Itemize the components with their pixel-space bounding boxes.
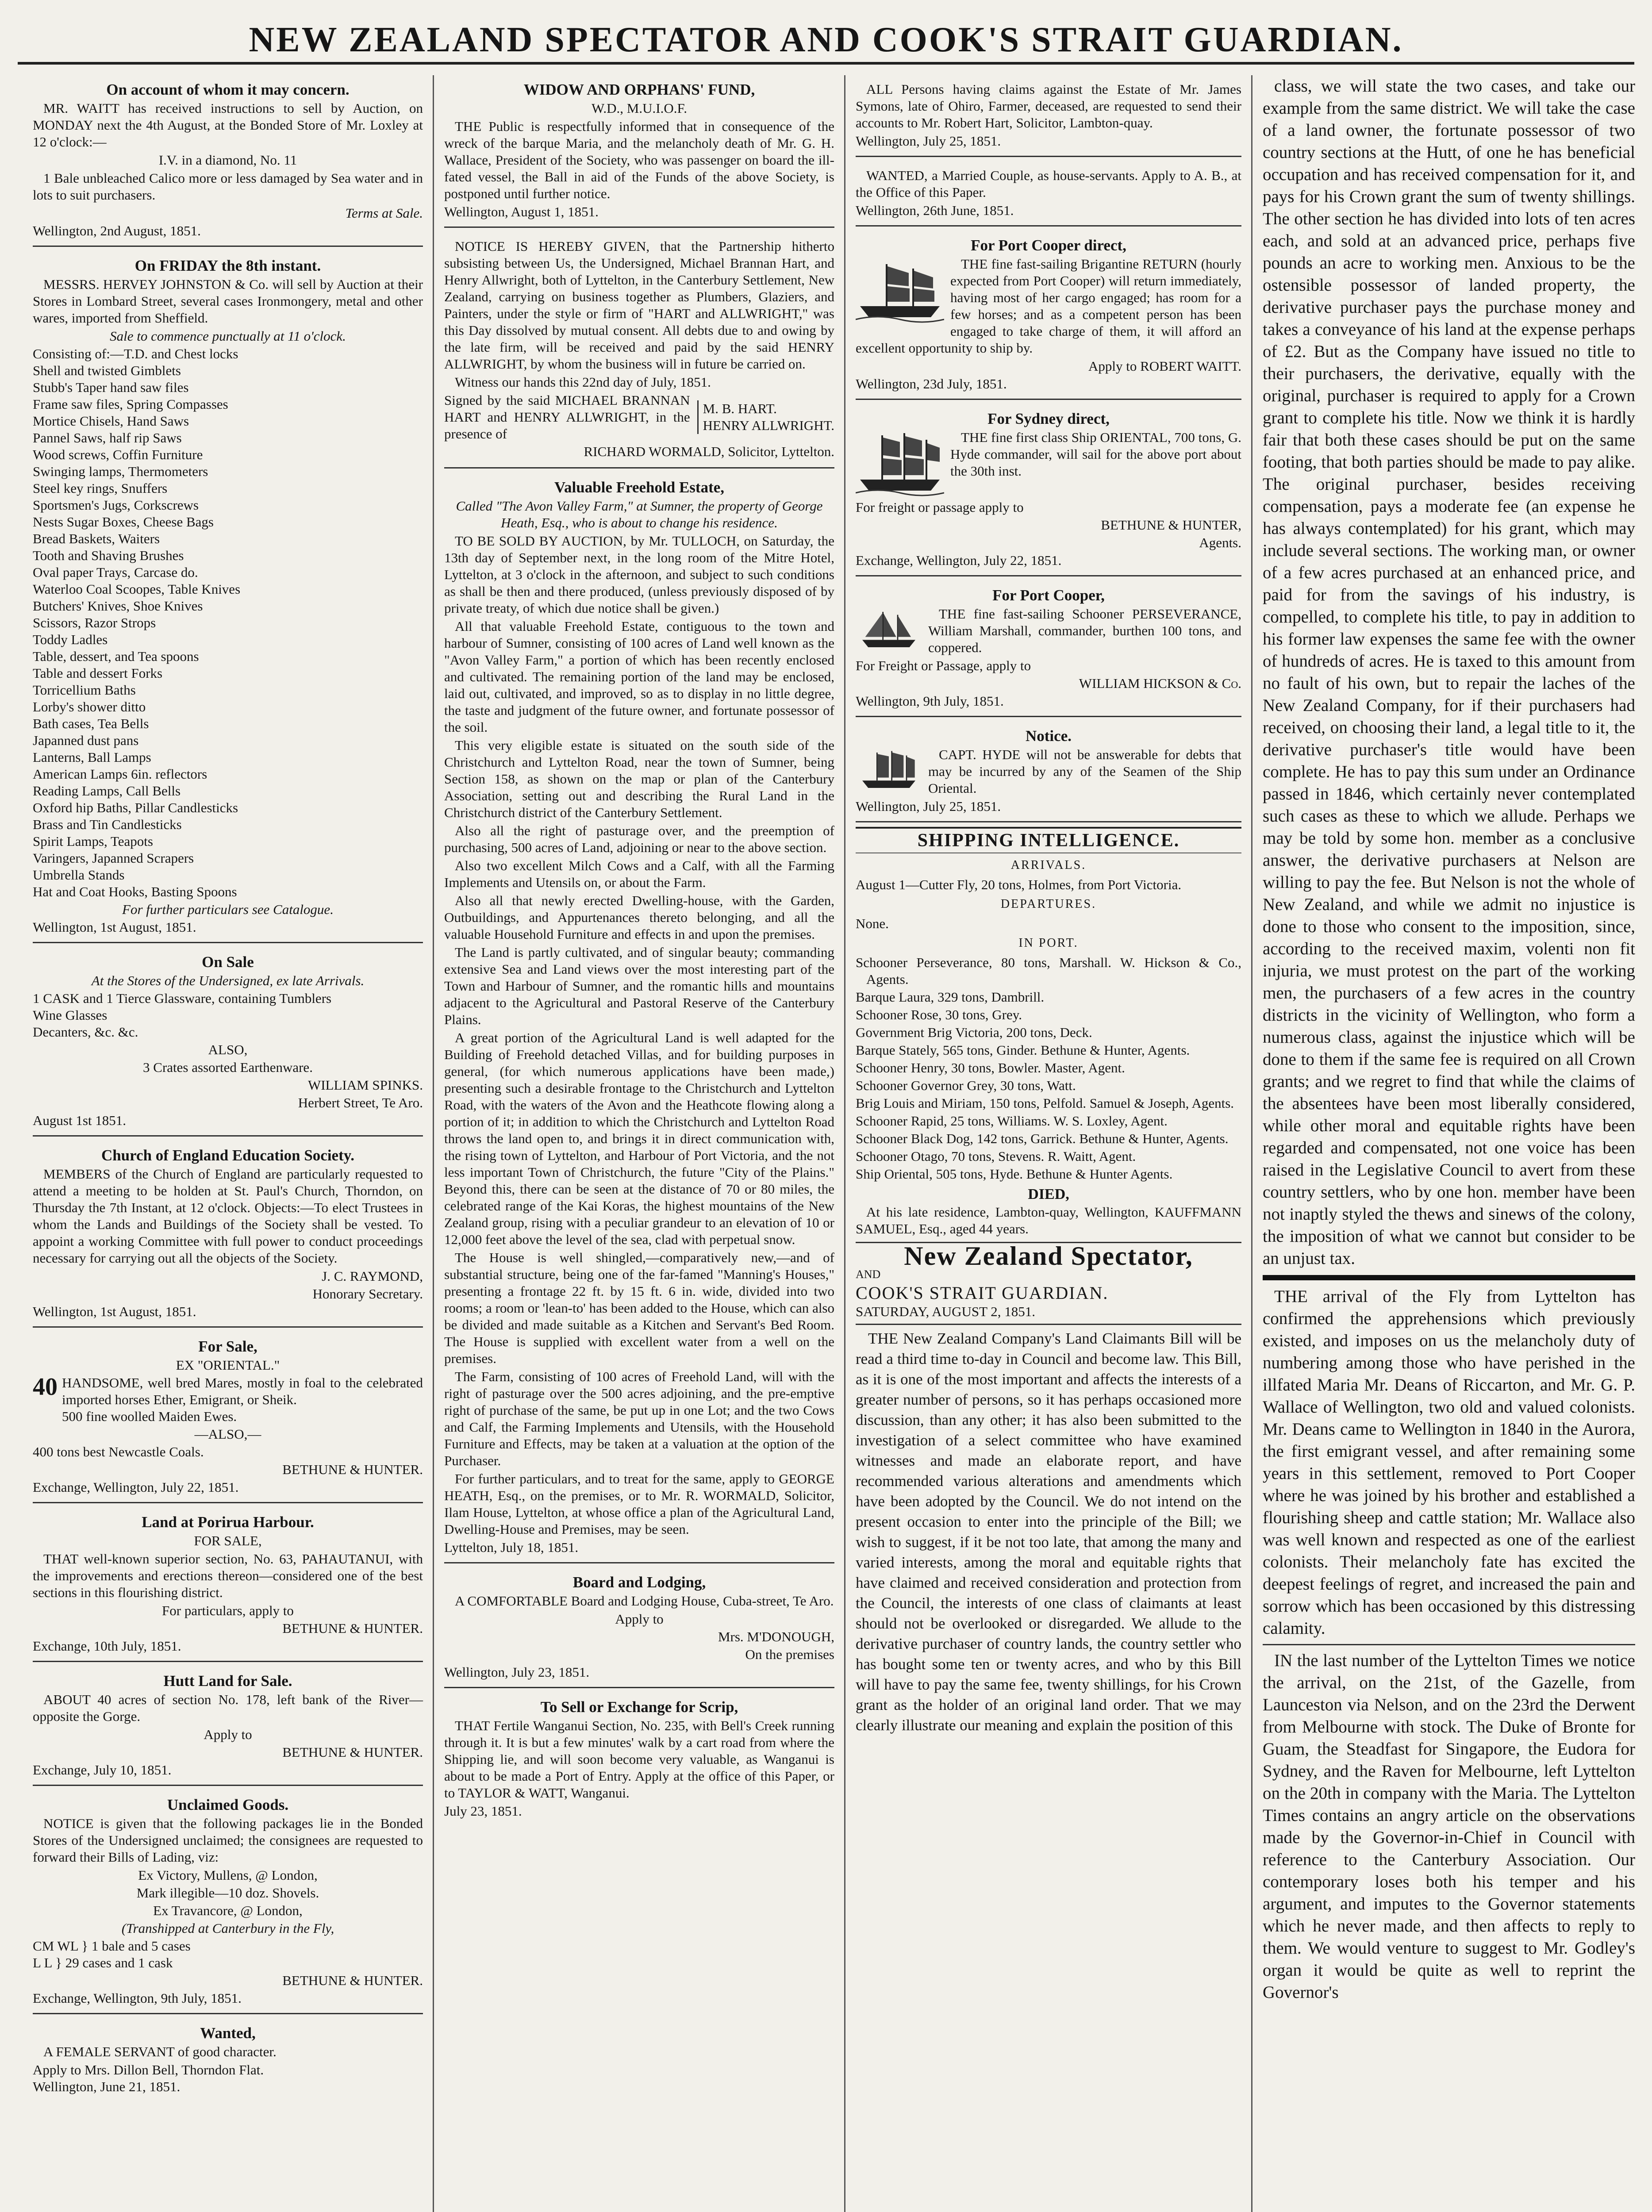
ad-body: THAT Fertile Wanganui Section, No. 235, with Bell's Creek running through it. It is but a few minutes' walk by a cart road from where the Shipping lie, and will soon become very valuable, as Wanganui is about to be made a Port of Entry. Apply at the office of this Paper, or to TAYLOR & WATT, Wanganui. xyxy=(444,1718,834,1801)
column-rule xyxy=(1251,75,1252,2212)
ad-paragraph: A great portion of the Agricultural Land is well adapted for the Building of Freehold detached Villas, and for building purposes in general, (for which numerous applications have been made,) presenting such a desirable frontage to the Christchurch and Lyttelton Road, with the waters of the Avon and the Heathcote flowing along a portion of it; in addition to which the Christchurch and Lyttelton Road throws the land open to, and brings it in direct communication with, the rising town of Lyttelton, and Harbour of Port Victoria, and the not less important Town of Christchurch, the future "City of the Plains." Beyond this, there can be seen at the distance of 70 or 80 miles, the celebrated range of the Kai Koras, the highest mountains of the New Zealand group, rising with a peculiar grandeur to an elevation of 10 or 12,000 feet above the level of the sea, clad with perpetual snow. xyxy=(444,1030,834,1247)
ad-signatures: M. B. HART. HENRY ALLWRIGHT. xyxy=(697,400,834,434)
ad-date: Exchange, Wellington, July 22, 1851. xyxy=(33,1479,239,1495)
ad-signature: J. C. RAYMOND, xyxy=(322,1268,423,1284)
ad-line: CM WL } 1 bale and 5 cases xyxy=(33,1938,191,1954)
sale-notice-mares xyxy=(33,1332,423,1503)
wanted-couple-notice xyxy=(856,161,1241,227)
editorial-paragraph: THE arrival of the Fly from Lyttelton has confirmed the apprehensions which previously existed, and imposes on us the melancholy duty of numbering among those who have perished in the illfated Maria Mr. Deans of Riccarton, and Mr. G. P. Wallace of Wellington, two old and valued colonists. Mr. Deans came to Wellington in 1840 in the Aurora, the first emigrant vessel, and after remaining some years in this settlement, removed to Port Cooper where he was joined by his brother and established a flourishing sheep and cattle station; Mr. Wallace also was well known and respected as one of the earliest colonists. Their melancholy fate has excited the deepest feelings of regret, and increased the pain and sorrow which has been occasioned by this distressing calamity. xyxy=(1263,1287,1635,1638)
column-1 xyxy=(27,75,429,2212)
ad-body: MESSRS. HERVEY JOHNSTON & Co. will sell by Auction at their Stores in Lombard Street, several cases Ironmongery, metal and other wares, imported from Sheffield. xyxy=(33,276,423,326)
ad-date: Exchange, 10th July, 1851. xyxy=(33,1638,181,1654)
column-rule xyxy=(433,75,434,2212)
ad-date: Exchange, Wellington, July 22, 1851. xyxy=(856,553,1062,568)
ad-body: MR. WAITT has received instructions to sell by Auction, on MONDAY next the 4th August, at the Bonded Store of Mr. Loxley at 12 o'clock:— xyxy=(33,100,423,150)
died-heading: DIED, xyxy=(1028,1186,1069,1202)
column-rule xyxy=(844,75,845,2212)
ad-signature-note: On the premises xyxy=(745,1647,834,1662)
arrivals-heading: ARRIVALS. xyxy=(1010,858,1087,872)
ad-date: Wellington, June 21, 1851. xyxy=(33,2079,181,2094)
ad-signature-clause: Signed by the said MICHAEL BRANNAN HART and HENRY ALLWRIGHT, in the presence of xyxy=(444,392,690,442)
ad-terms: Terms at Sale. xyxy=(345,205,423,221)
ad-body: THE fine fast-sailing Schooner PERSEVERANCE, William Marshall, commander, burthen 100 tons, and coppered. xyxy=(928,606,1241,655)
ad-body: NOTICE IS HEREBY GIVEN, that the Partnership hitherto subsisting between Us, the Undersigned, Michael Brannan Hart, and Henry Allwright, both of Lyttelton, in the Canterbury Settlement, New Zealand, carrying on business together as Plumbers, Glaziers, and Painters, under the style or firm of "HART and ALLWRIGHT," was this Day dissolved by mutual consent. All debts due to and owing by the late firm, will be received and paid by the said HENRY ALLWRIGHT, by whom the business will in future be carried on. xyxy=(444,238,834,372)
ad-subheading: At the Stores of the Undersigned, ex late Arrivals. xyxy=(91,973,365,988)
ad-heading: For Port Cooper direct, xyxy=(971,237,1126,254)
ad-date: Wellington, 1st August, 1851. xyxy=(33,919,196,935)
ad-date: Wellington, August 1, 1851. xyxy=(444,204,599,219)
ad-signature-title: Honorary Secretary. xyxy=(312,1286,423,1302)
editorial-masthead-subtitle: COOK'S STRAIT GUARDIAN. xyxy=(856,1283,1109,1303)
in-port-heading: IN PORT. xyxy=(1018,936,1079,950)
list-item: Schooner Black Dog, 142 tons, Garrick. Bethune & Hunter, Agents. xyxy=(856,1131,1229,1146)
editorial-masthead-and: AND xyxy=(856,1268,881,1281)
ad-paragraph: TO BE SOLD BY AUCTION, by Mr. TULLOCH, on Saturday, the 13th day of September next, in the long room of the Mitre Hotel, Lyttelton, at 3 o'clock in the afternoon, and subject to such conditions as shall be then and there produced, (unless previously disposed of by private treaty, of which due notice shall be given.) xyxy=(444,533,834,616)
ad-body: NOTICE is given that the following packages lie in the Bonded Stores of the Undersigned unclaimed; the consignees are requested to forward their Bills of Lading, viz: xyxy=(33,1816,423,1865)
ad-heading: Hutt Land for Sale. xyxy=(163,1672,292,1690)
ad-paragraph: For further particulars, and to treat for the same, apply to GEORGE HEATH, Esq., on the premises, or to Mr. R. WORMALD, Solicitor, Ilam House, Lyttelton, at whose office a plan of the Agricultural Land, Dwelling-House and Premises, may be seen. xyxy=(444,1471,834,1537)
ad-paragraph: Also two excellent Milch Cows and a Calf, with all the Farming Implements and Utensils on, or about the Farm. xyxy=(444,858,834,890)
ad-address: Herbert Street, Te Aro. xyxy=(298,1095,423,1110)
ad-paragraph: All that valuable Freehold Estate, contiguous to the town and harbour of Sumner, consisting of 100 acres of Land well known as the "Avon Valley Farm," a portion of which has been recently enclosed and cultivated. The remaining portion of the land may be enclosed, laid out, cultivated, and improved, so as to display in no little degree, the taste and judgment of the future owner, and fortunate possessor of the soil. xyxy=(444,618,834,735)
ad-line: L L } 29 cases and 1 cask xyxy=(33,1955,173,1970)
ad-body: For particulars, apply to xyxy=(162,1603,294,1618)
ad-heading: For Port Cooper, xyxy=(992,587,1105,604)
ad-signature: Mrs. M'DONOUGH, xyxy=(718,1629,834,1644)
section-title: SHIPPING INTELLIGENCE. xyxy=(856,827,1241,853)
ad-line: Ex Travancore, @ London, xyxy=(153,1903,303,1918)
ad-body: Apply to Mrs. Dillon Bell, Thorndon Flat. xyxy=(33,2062,264,2078)
ad-heading: Board and Lodging, xyxy=(572,1574,706,1591)
list-item: Schooner Otago, 70 tons, Stevens. R. Waitt, Agent. xyxy=(856,1148,1136,1164)
list-item: Barque Laura, 329 tons, Dambrill. xyxy=(856,989,1045,1005)
ad-paragraph: This very eligible estate is situated on the south side of the Christchurch and Lyttelton Road, near the town of Sumner, being Section 158, as shown on the map or plan of the Canterbury Association, setting out and describing the Rural Land in the Christchurch district of the Canterbury Settlement. xyxy=(444,737,834,820)
ad-signature: WILLIAM HICKSON & Co. xyxy=(1079,676,1241,691)
ad-heading: Notice. xyxy=(1026,727,1072,745)
in-port-list xyxy=(856,954,1241,1183)
ad-footer: For further particulars see Catalogue. xyxy=(122,902,334,917)
ad-also: ALSO, xyxy=(208,1042,248,1057)
ad-line: Ex Victory, Mullens, @ London, xyxy=(138,1867,318,1883)
ad-subheading: EX "ORIENTAL." xyxy=(176,1357,280,1373)
editorial-paragraph: IN the last number of the Lyttelton Times we notice the arrival, on the 21st, of the Gazelle, from Launceston via Nelson, and on the 23rd the Derwent from Melbourne with stock. The Duke of Bronte for Guam, the Steadfast for Singapore, the Eudora for Sydney, and the Raven for Melbourne, left Lyttelton on the 20th in company with the Maria. The Lyttelton Times contains an angry article on the observations made by the Governor-in-Chief in Council with reference to the Canterbury Association. Our contemporary loses both his temper and his argument, and imputes to the Governor statements which he never made, and then affects to reply to them. We would venture to suggest to Mr. Godley's organ it would be quite as well to reprint the Governor's xyxy=(1263,1651,1635,2002)
editorial-section xyxy=(856,1242,1241,1736)
ad-body: A COMFORTABLE Board and Lodging House, Cuba-street, Te Aro. xyxy=(455,1593,834,1609)
ad-body: For Freight or Passage, apply to xyxy=(856,658,1031,673)
ad-body: CAPT. HYDE will not be answerable for debts that may be incurred by any of the Seamen of the Ship Oriental. xyxy=(928,747,1241,796)
ad-body: A FEMALE SERVANT of good character. xyxy=(43,2044,277,2059)
ad-body: THE Public is respectfully informed that in consequence of the wreck of the barque Maria, and the melancholy death of Mr. G. H. Wallace, President of the Society, who was passenger on board the ill-fated vessel, the Ball in aid of the Funds of the above Society, is postponed until further notice. xyxy=(444,119,834,201)
port-cooper-return-notice xyxy=(856,231,1241,400)
ad-date: Lyttelton, July 18, 1851. xyxy=(444,1540,579,1555)
ad-apply: Apply to xyxy=(615,1611,664,1627)
column-4 xyxy=(1256,75,1641,2212)
ad-heading: Land at Porirua Harbour. xyxy=(142,1513,314,1531)
port-cooper-perseverance-notice xyxy=(856,581,1241,717)
ad-body: MEMBERS of the Church of England are particularly requested to attend a meeting to be holden at St. Paul's Church, Thorndon, on Thursday the 7th Instant, at 12 o'clock. Objects:—To elect Trustees in whom the Lands and Buildings of the Society shall be vested. To appoint a working Committee with full power to conduct proceedings necessary for carrying out all the objects of the Society. xyxy=(33,1166,423,1266)
ad-body: ALL Persons having claims against the Estate of Mr. James Symons, late of Ohiro, Farmer, deceased, are requested to send their accounts to Mr. Robert Hart, Solicitor, Lambton-quay. xyxy=(856,81,1241,131)
column-3 xyxy=(849,75,1248,2212)
ad-witness: RICHARD WORMALD, Solicitor, Lyttelton. xyxy=(584,444,834,459)
ad-heading: On account of whom it may concern. xyxy=(106,81,350,98)
departures-text: None. xyxy=(856,916,889,931)
unclaimed-goods-notice xyxy=(33,1790,423,2014)
divider xyxy=(1263,1275,1635,1280)
ad-date: Wellington, 26th June, 1851. xyxy=(856,203,1014,218)
ad-line: I.V. in a diamond, No. 11 xyxy=(158,152,297,168)
wanganui-section-notice xyxy=(444,1693,834,1826)
sale-notice-glassware xyxy=(33,948,423,1137)
ad-date: Wellington, July 25, 1851. xyxy=(856,799,1001,814)
ad-heading: Unclaimed Goods. xyxy=(167,1796,289,1813)
shipping-intelligence xyxy=(856,827,1241,1237)
sailing-ship-icon xyxy=(856,748,922,792)
ad-line: 1 Bale unbleached Calico more or less damaged by Sea water and in lots to suit purchasers. xyxy=(33,170,423,203)
ad-body: HANDSOME, well bred Mares, mostly in foal to the celebrated imported horses Ether, Emigrant, or Sheik. 500 fine woolled Maiden Ewes. xyxy=(62,1375,423,1424)
capt-hyde-notice xyxy=(856,722,1241,822)
ad-date: Wellington, 9th July, 1851. xyxy=(856,693,1004,709)
ad-body: Witness our hands this 22nd day of July, 1851. xyxy=(455,374,711,390)
ad-item-list: Consisting of:—T.D. and Chest locks Shell and twisted Gimblets Stubb's Taper hand saw files Frame saw files, Spring Compasses Mortice Chisels, Hand Saws Pannel Saws, half rip Saws Wood screws, Coffin Furniture Swinging lamps, Thermometers Steel key rings, Snuffers Sportsmen's Jugs, Corkscrews Nests Sugar Boxes, Cheese Bags Bread Baskets, Waiters Tooth and Shaving Brushes Oval paper Trays, Carcase do. Waterloo Coal Scoopes, Table Knives Butchers' Knives, Shoe Knives Scissors, Razor Strops Toddy Ladles Table, dessert, and Tea spoons Table and dessert Forks Torricellium Baths Lorby's shower ditto Bath cases, Tea Bells Japanned dust pans Lanterns, Ball Lamps American Lamps 6in. reflectors Reading Lamps, Call Bells Oxford hip Baths, Pillar Candlesticks Brass and Tin Candlesticks Spirit Lamps, Teapots Varingers, Japanned Scrapers Umbrella Stands Hat and Coat Hooks, Basting Spoons xyxy=(33,346,241,899)
departures-heading: DEPARTURES. xyxy=(1000,897,1097,911)
ad-signature: BETHUNE & HUNTER. xyxy=(282,1462,423,1477)
ad-heading: Valuable Freehold Estate, xyxy=(554,479,725,496)
partnership-dissolved-notice xyxy=(444,232,834,469)
ad-signature: BETHUNE & HUNTER. xyxy=(282,1973,423,1988)
estate-claims-notice xyxy=(856,75,1241,157)
list-item: Brig Louis and Miriam, 150 tons, Pelfold. Samuel & Joseph, Agents. xyxy=(856,1095,1234,1111)
masthead: NEW ZEALAND SPECTATOR AND COOK'S STRAIT GUARDIAN. xyxy=(18,18,1634,65)
ad-line: Mark illegible—10 doz. Shovels. xyxy=(136,1885,319,1901)
editorial-date: SATURDAY, AUGUST 2, 1851. xyxy=(856,1303,1241,1325)
ad-body: THE fine first class Ship ORIENTAL, 700 tons, G. Hyde commander, will sail for the above port about the 30th inst. xyxy=(950,430,1241,479)
ad-heading: For Sydney direct, xyxy=(987,410,1110,427)
divider xyxy=(1263,1644,1635,1645)
sailing-ship-icon xyxy=(856,257,944,324)
list-item: Schooner Rose, 30 tons, Grey. xyxy=(856,1007,1022,1022)
ad-signature: WILLIAM SPINKS. xyxy=(307,1077,423,1093)
ad-heading: On FRIDAY the 8th instant. xyxy=(134,257,321,274)
ad-signature-title: Agents. xyxy=(1199,535,1241,550)
ad-heading: Church of England Education Society. xyxy=(101,1147,355,1164)
ad-subheading: W.D., M.U.I.O.F. xyxy=(592,100,687,116)
land-porirua-notice xyxy=(33,1508,423,1662)
auction-notice-calico xyxy=(33,75,423,247)
sydney-oriental-notice xyxy=(856,404,1241,576)
list-item: Barque Stately, 565 tons, Ginder. Bethune & Hunter, Agents. xyxy=(856,1042,1190,1058)
ad-date: July 23, 1851. xyxy=(444,1803,522,1819)
ad-heading: WIDOW AND ORPHANS' FUND, xyxy=(523,81,755,98)
ad-subheading: Called "The Avon Valley Farm," at Sumner, the property of George Heath, Esq., who is about to change his residence. xyxy=(456,498,823,530)
ad-large-number: 40 xyxy=(33,1373,58,1401)
education-society-notice xyxy=(33,1141,423,1328)
ad-also: —ALSO,— xyxy=(194,1426,261,1442)
ad-date: Exchange, Wellington, 9th July, 1851. xyxy=(33,1990,242,2006)
ad-line: (Transhipped at Canterbury in the Fly, xyxy=(121,1920,334,1936)
ad-date: Exchange, July 10, 1851. xyxy=(33,1762,172,1778)
ad-signature: BETHUNE & HUNTER. xyxy=(282,1621,423,1636)
schooner-icon xyxy=(856,607,922,652)
ad-subheading: Sale to commence punctually at 11 o'clock. xyxy=(110,328,346,344)
ad-date: Wellington, July 25, 1851. xyxy=(856,133,1001,149)
list-item: Schooner Rapid, 25 tons, Williams. W. S. Loxley, Agent. xyxy=(856,1113,1168,1129)
ad-paragraph: The House is well shingled,—comparatively new,—and of substantial structure, being one of the far-famed "Manning's Houses," presenting a frontage 22 ft. by 15 ft. 6 in. wide, divided into two rooms; a room or 'lean-to' has been added to the House, which can also be divided and made suitable as a Kitchen and Servant's Bed Room. The House is supplied with excellent water from a well on the premises. xyxy=(444,1250,834,1366)
sailing-ship-icon xyxy=(856,431,944,497)
ad-body: 3 Crates assorted Earthenware. xyxy=(143,1060,313,1075)
ad-signature: BETHUNE & HUNTER, xyxy=(1101,517,1241,533)
arrivals-text: August 1—Cutter Fly, 20 tons, Holmes, from Port Victoria. xyxy=(856,877,1182,892)
ad-date: August 1st 1851. xyxy=(33,1113,126,1128)
ad-heading: For Sale, xyxy=(198,1338,257,1355)
ad-paragraph: Also all that newly erected Dwelling-house, with the Garden, Outbuildings, and Appurtenances thereto belonging, and all the valuable Household Furniture and effects in and upon the premises. xyxy=(444,893,834,942)
ad-body: ABOUT 40 acres of section No. 178, left bank of the River—opposite the Gorge. xyxy=(33,1692,423,1724)
avon-valley-farm-notice xyxy=(444,473,834,1563)
ad-signature: BETHUNE & HUNTER. xyxy=(282,1744,423,1760)
ad-body: THAT well-known superior section, No. 63, PAHAUTANUI, with the improvements and erections thereon—considered one of the best sections in this flourishing district. xyxy=(33,1551,423,1600)
died-text: At his late residence, Lambton-quay, Wellington, KAUFFMANN SAMUEL, Esq., aged 44 years. xyxy=(856,1204,1241,1237)
ad-date: Wellington, 2nd August, 1851. xyxy=(33,223,201,238)
board-lodging-notice xyxy=(444,1568,834,1688)
ad-body: THE fine fast-sailing Brigantine RETURN (hourly expected from Port Cooper) will return immediately, having most of her cargo engaged; has room for a few horses; and as a competent person has been engaged to take charge of them, it will afford an excellent opportunity to ship by. xyxy=(856,256,1241,356)
editorial-paragraph: THE New Zealand Company's Land Claimants Bill will be read a third time to-day in Council and become law. This Bill, as it is one of the most important and affects the interests of a greater number of persons, so it has perhaps occasioned more discussion, than any other; it has also been submitted to the investigation of a select committee who have examined witnesses and made an elaborate report, and have recommended various alterations and amendments which have been adopted by the Council. We do not intend on the present occasion to enter into the principle of the Bill; we wish to suggest, if it be not too late, that among the many and varied interests, among the moral and equitable rights that have claimed and received consideration and protection from the Council, the interests of one class of claimants at least should not be overlooked or disregarded. We allude to the derivative purchaser of country lands, the country settler who has bought some ten or twenty acres, and who by this Bill will have to pay the same fee, twenty shillings, for his Crown grant as the holder of an original land order. That we may clearly illustrate our meaning and explain the position of this xyxy=(856,1330,1241,1734)
auction-notice-ironmongery xyxy=(33,251,423,943)
editorial-paragraph: class, we will state the two cases, and take our example from the same district. We will take the case of a land owner, the fortunate possessor of two country sections at the Hutt, of one he has beneficial occupation and has received compensation for it, and pays for his Crown grant the sum of twenty shillings. The other section he has divided into lots of ten acres each, and sold at an advanced price, perhaps five pounds an acre to working men. Anxious to be the ostensible possessor of landed property, the derivative purchaser pays the purchase money and takes a conveyance of his land at the expense perhaps of £2. But as the Company have issued no title to their purchasers, the derivative, equally with the original, purchaser is required to apply for a Crown grant to complete his title. Now we think it is hardly fair that both these cases should be put on the same footing, that both parties should be made to pay alike. The original purchaser, besides receiving compensation, pays a moderate fee (an expense he has always contemplated) for his grant, which may include several sections. The working man, or owner of a few acres purchased at an enhanced price, and paid for from the savings of his industry, is compelled, to complete his title, to pay in addition to his former law expenses the same fee with the owner of hundreds of acres. He is taxed to this amount from no fault of his own, but to repair the laches of the New Zealand Company, for if their purchasers had received, on choosing their land, a legal title to it, the derivative purchaser's title would have been complete. He has to pay this sum under an Ordinance passed in 1846, which certainly never contemplated such cases as these to which we allude. Perhaps we may be told by some hon. member as a conclusive answer, the derivative purchasers at Nelson are willing to pay the fee. But Nelson is not the whole of New Zealand, and while we admit no injustice is done to those who consent to the imposition, since, according to the received maxim, volenti non fit injuria, we must protest on the part of the working men, the purchasers of a few acres in the country districts in the vicinity of Wellington, who form a numerous class, against the injustice which will be done to them if the same fee is required on all Crown grants; and we regret to find that while the claims of the absentees have been most liberally considered, while other moral and equitable rights have been regarded and compensated, not one voice has been raised in the Legislative Council to avert from these country settlers, who by one hon. member have been not inaptly styled the thews and sinews of the colony, the imposition of what we cannot but consider to be an unjust tax. xyxy=(1263,77,1635,1268)
ad-paragraph: The Land is partly cultivated, and of singular beauty; commanding extensive Sea and Land views over the most interesting part of the Town and Harbour of Sumner, and the romantic hills and mountains adjacent to the Agricultural and Pastoral Reserve of the Canterbury Plains. xyxy=(444,945,834,1027)
list-item: Government Brig Victoria, 200 tons, Deck. xyxy=(856,1025,1092,1040)
ad-subheading: FOR SALE, xyxy=(194,1533,262,1548)
ad-date: Wellington, July 23, 1851. xyxy=(444,1664,590,1680)
ad-body: 400 tons best Newcastle Coals. xyxy=(33,1444,204,1459)
ad-paragraph: The Farm, consisting of 100 acres of Freehold Land, will with the right of pasturage over the 500 acres adjoining, and the pre-emptive right of purchase of the same, be put up in one Lot; and the two Cows and Calf, the Farming Implements and Utensils, with the Household Furniture and Effects, may be taken at a valuation at the option of the Purchaser. xyxy=(444,1369,834,1468)
ad-heading: Wanted, xyxy=(200,2024,256,2042)
ad-body: 1 CASK and 1 Tierce Glassware, containing Tumblers Wine Glasses Decanters, &c. &c. xyxy=(33,991,332,1040)
ad-date: Wellington, 1st August, 1851. xyxy=(33,1304,196,1319)
ad-apply: Apply to ROBERT WAITT. xyxy=(1088,358,1241,374)
ad-paragraph: Also all the right of pasturage over, and the preemption of purchasing, 500 acres of Land, adjoining or near to the above section. xyxy=(444,823,834,855)
hutt-land-notice xyxy=(33,1667,423,1786)
list-item: Ship Oriental, 505 tons, Hyde. Bethune & Hunter Agents. xyxy=(856,1166,1173,1182)
ad-apply: Apply to xyxy=(204,1727,252,1742)
list-item: Schooner Governor Grey, 30 tons, Watt. xyxy=(856,1078,1076,1093)
ad-heading: To Sell or Exchange for Scrip, xyxy=(540,1698,738,1716)
widow-orphans-fund-notice xyxy=(444,75,834,228)
ad-body: WANTED, a Married Couple, as house-servants. Apply to A. B., at the Office of this Paper. xyxy=(856,168,1241,200)
ad-date: Wellington, 23d July, 1851. xyxy=(856,376,1007,392)
list-item: Schooner Henry, 30 tons, Bowler. Master, Agent. xyxy=(856,1060,1125,1075)
list-item: Schooner Perseverance, 80 tons, Marshall. W. Hickson & Co., Agents. xyxy=(856,955,1241,987)
column-2 xyxy=(438,75,841,2212)
editorial-masthead: New Zealand Spectator, xyxy=(904,1241,1193,1271)
ad-body: For freight or passage apply to xyxy=(856,499,1024,515)
wanted-servant-notice xyxy=(33,2019,423,2101)
ad-heading: On Sale xyxy=(202,953,254,971)
